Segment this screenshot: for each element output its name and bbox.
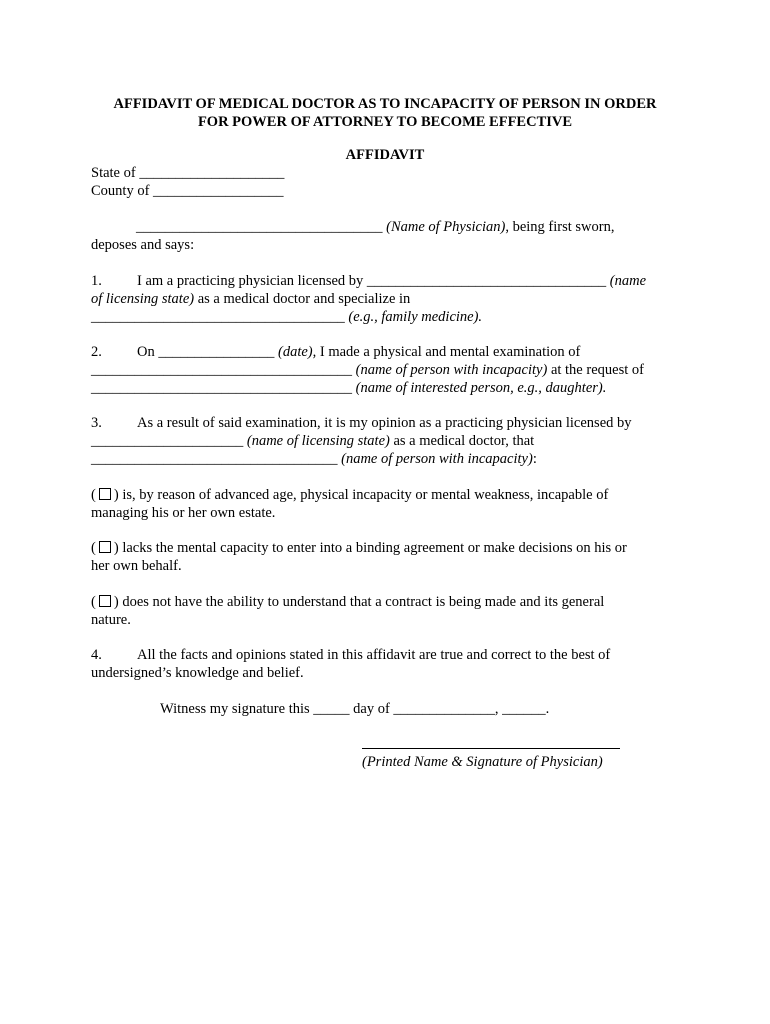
p1-hint-b: of licensing state) [91,291,195,307]
option-no-understanding [91,593,604,611]
p3-text-c: : [532,451,537,467]
witness-line [160,700,549,718]
p4-line2: undersigned’s knowledge and belief. [91,665,304,681]
intro-tail: , being first sworn, [505,219,615,235]
p4-text-a: All the facts and opinions stated in this affidavit are true and correct to the best of [137,647,611,663]
option-text-line1: is, by reason of advanced age, physical incapacity or mental weakness, incapable of [122,487,609,503]
p2-hint-c: (name of interested person, e.g., daughter). [355,380,607,396]
checkbox-incapable-estate[interactable] [99,488,111,500]
option-incapable-estate [91,486,608,504]
interested-person-blank[interactable]: ____________________________________ [91,380,352,396]
p3-line2 [91,432,534,450]
p3-number: 3. [91,415,102,431]
checkbox-lacks-capacity[interactable] [99,541,111,553]
witness-text-b: day of [353,701,390,717]
incapacitated-person-blank-1[interactable]: ____________________________________ [91,362,352,378]
intro-line1 [136,218,614,236]
state-blank[interactable]: ____________________ [139,165,285,181]
checkbox-no-understanding[interactable] [99,595,111,607]
option-lacks-capacity-line2: her own behalf. [91,558,182,574]
exam-date-blank[interactable]: ________________ [158,344,275,360]
intro-line2: deposes and says: [91,237,195,253]
p2-hint-a: (date), [277,344,317,360]
physician-name-blank[interactable]: __________________________________ [136,219,383,235]
p4-line1 [91,646,610,664]
checkbox-close-paren: ) [113,487,119,503]
p1-number: 1. [91,273,102,289]
p3-hint-a: (name of licensing state) [246,433,390,449]
option-no-understanding-line2: nature. [91,612,131,628]
p3-line3 [91,450,537,468]
p1-text-b: as a medical doctor and specialize in [197,291,411,307]
p3-hint-b: (name of person with incapacity) [341,451,533,467]
witness-day-blank[interactable]: _____ [313,701,350,717]
p2-number: 2. [91,344,102,360]
p2-hint-b: (name of person with incapacity) [355,362,548,378]
checkbox-open-paren: ( [91,487,96,503]
checkbox-close-paren: ) [113,540,119,556]
p2-text-c: at the request of [550,362,644,378]
checkbox-open-paren: ( [91,540,96,556]
licensing-state-blank-1[interactable]: _________________________________ [366,273,607,289]
p2-line3 [91,379,606,397]
p3-line1 [91,414,632,432]
checkbox-close-paren: ) [113,594,119,610]
specialty-blank[interactable]: ___________________________________ [91,309,345,325]
p1-line2 [91,290,410,308]
signature-line[interactable] [362,748,620,749]
county-blank[interactable]: __________________ [153,183,284,199]
checkbox-open-paren: ( [91,594,96,610]
witness-month-blank[interactable]: ______________ [393,701,495,717]
incapacitated-person-blank-2[interactable]: __________________________________ [91,451,338,467]
p2-line2 [91,361,644,379]
physician-name-hint: (Name of Physician) [386,219,506,235]
signature-caption: (Printed Name & Signature of Physician) [362,754,603,770]
p2-text-a: On [137,344,155,360]
p1-hint-c: (e.g., family medicine). [348,309,483,325]
p2-line1 [91,343,580,361]
state-label: State of [91,165,136,181]
option-lacks-capacity [91,539,627,557]
state-of-line [91,164,284,182]
p1-hint-a: (name [609,273,647,289]
witness-text-c: , [494,701,499,717]
p3-text-b: as a medical doctor, that [393,433,535,449]
option-text-line1: does not have the ability to understand that a contract is being made and its general [122,594,605,610]
p3-text-a: As a result of said examination, it is my opinion as a practicing physician licensed by [137,415,632,431]
p2-text-b: I made a physical and mental examination of [319,344,581,360]
p1-text-a: I am a practicing physician licensed by [137,273,364,289]
option-text-line1: lacks the mental capacity to enter into a binding agreement or make decisions on his or [122,540,627,556]
document-subtitle: AFFIDAVIT [345,147,425,163]
p1-line3 [91,308,482,326]
licensing-state-blank-2[interactable]: _____________________ [91,433,244,449]
county-label: County of [91,183,150,199]
witness-year-blank[interactable]: ______ [502,701,546,717]
p4-number: 4. [91,647,102,663]
witness-text-a: Witness my signature this [160,701,310,717]
county-of-line [91,182,284,200]
option-incapable-estate-line2: managing his or her own estate. [91,505,276,521]
document-title-line2: FOR POWER OF ATTORNEY TO BECOME EFFECTIVE [197,114,573,130]
p1-line1 [91,272,646,290]
document-title-line1: AFFIDAVIT OF MEDICAL DOCTOR AS TO INCAPACITY OF PERSON IN ORDER [113,96,657,112]
witness-text-d: . [545,701,550,717]
